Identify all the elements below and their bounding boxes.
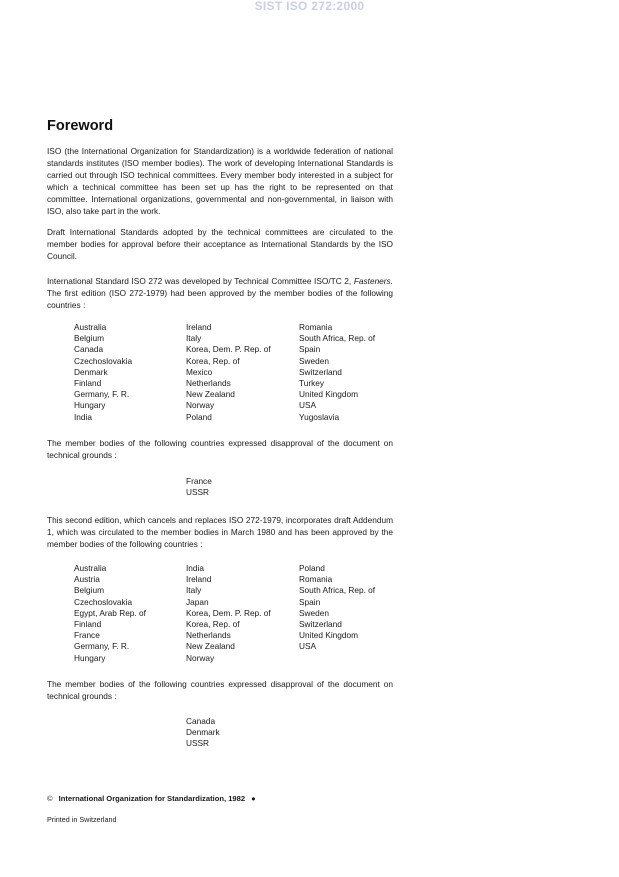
country-name: India [186, 563, 204, 573]
country-name: Denmark [186, 727, 220, 738]
paragraph-draft-standards: Draft International Standards adopted by the technical committees are circulated to the member bodies for approval before their acceptance as International Standards by the ISO Council. [47, 227, 393, 261]
country-name: Germany, F. R. [74, 641, 130, 652]
country-name: Norway [186, 652, 215, 663]
country-name: Romania [299, 574, 333, 585]
paragraph-first-edition-b: The first edition (ISO 272-1979) had been approved by the member bodies of the following countries : [47, 288, 393, 310]
country-name: Korea, Rep. of [186, 355, 240, 366]
copyright-symbol: © [47, 794, 53, 803]
paragraph-iso-intro: ISO (the International Organization for Standardization) is a worldwide federation of national standards institutes (ISO member bodies). The work of developing International Standards is carried out through ISO technical committees. Every member body interested in a subject for which a technical committee has been set up has the right to be represented on that committee. International organizations, governmental and non-governmental, in liaison with ISO, also take part in the work. [47, 146, 393, 216]
bullet-icon: ● [251, 794, 256, 803]
country-name: Belgium [74, 333, 104, 344]
country-name: Australia [74, 322, 107, 332]
country-name: South Africa, Rep. of [299, 585, 376, 596]
country-name: Switzerland [299, 366, 342, 377]
country-name: Yugoslavia [299, 411, 340, 422]
country-name [299, 653, 409, 664]
country-name: Czechoslovakia [74, 596, 133, 607]
country-name: Mexico [186, 366, 213, 377]
country-name: Ireland [186, 322, 212, 332]
country-name: New Zealand [186, 389, 235, 400]
country-name: Austria [74, 574, 100, 585]
copyright-line [47, 794, 256, 803]
country-name: Denmark [74, 366, 108, 377]
first-disapproval-country-list [186, 476, 212, 498]
country-name: Norway [186, 400, 215, 411]
country-name: Japan [186, 596, 209, 607]
country-name: Egypt, Arab Rep. of [74, 607, 146, 618]
committee-name-italic: Fasteners. [353, 276, 394, 286]
printed-in-note: Printed in Switzerland [47, 815, 117, 824]
country-name: USA [299, 641, 317, 652]
country-name: France [74, 630, 100, 641]
country-name: India [74, 411, 92, 422]
country-name: Spain [299, 596, 321, 607]
country-name: Italy [186, 333, 202, 344]
country-name: Poland [299, 563, 325, 573]
country-name: Ireland [186, 574, 212, 585]
paragraph-first-edition [47, 275, 393, 311]
country-name: USA [299, 400, 317, 411]
country-name: Australia [74, 563, 107, 573]
country-name: United Kingdom [299, 630, 359, 641]
country-name: Poland [186, 411, 212, 422]
country-name: Korea, Rep. of [186, 619, 240, 630]
country-name: New Zealand [186, 641, 235, 652]
copyright-text: International Organization for Standardization, 1982 [58, 794, 246, 803]
second-disapproval-country-list [186, 716, 220, 750]
country-name: Sweden [299, 607, 329, 618]
paragraph-second-edition: This second edition, which cancels and replaces ISO 272-1979, incorporates draft Addendum 1, which was circulated to the member bodies in March 1980 and has been approved by the member bodies of the following countries : [47, 515, 393, 549]
country-name: USSR [186, 487, 210, 498]
country-name: Switzerland [299, 619, 342, 630]
country-name: Turkey [299, 378, 325, 389]
country-name: Finland [74, 378, 102, 389]
country-name: USSR [186, 738, 210, 749]
country-name: Korea, Dem. P. Rep. of [186, 607, 271, 618]
country-name: Czechoslovakia [74, 355, 133, 366]
watermark-header: SIST ISO 272:2000 [254, 0, 365, 13]
country-name: Germany, F. R. [74, 389, 130, 400]
country-name: Canada [186, 716, 216, 726]
country-name: Hungary [74, 652, 106, 663]
paragraph-first-disapproval: The member bodies of the following countries expressed disapproval of the document on technical grounds : [47, 438, 393, 460]
paragraph-first-edition-a: International Standard ISO 272 was developed by Technical Committee ISO/TC 2, [47, 276, 352, 286]
country-name: France [186, 476, 212, 486]
paragraph-second-disapproval: The member bodies of the following countries expressed disapproval of the document on technical grounds : [47, 679, 393, 701]
country-name: Netherlands [186, 630, 231, 641]
first-approval-country-grid [74, 322, 409, 423]
country-name: Belgium [74, 585, 104, 596]
country-name: South Africa, Rep. of [299, 333, 376, 344]
country-name: United Kingdom [299, 389, 359, 400]
country-name: Korea, Dem. P. Rep. of [186, 344, 271, 355]
country-name: Netherlands [186, 378, 231, 389]
second-approval-country-grid [74, 563, 409, 664]
country-name: Hungary [74, 400, 106, 411]
page-title: Foreword [47, 118, 114, 134]
country-name: Canada [74, 344, 104, 355]
country-name: Romania [299, 322, 333, 332]
country-name: Sweden [299, 355, 329, 366]
country-name: Finland [74, 619, 102, 630]
country-name: Spain [299, 344, 321, 355]
country-name: Italy [186, 585, 202, 596]
